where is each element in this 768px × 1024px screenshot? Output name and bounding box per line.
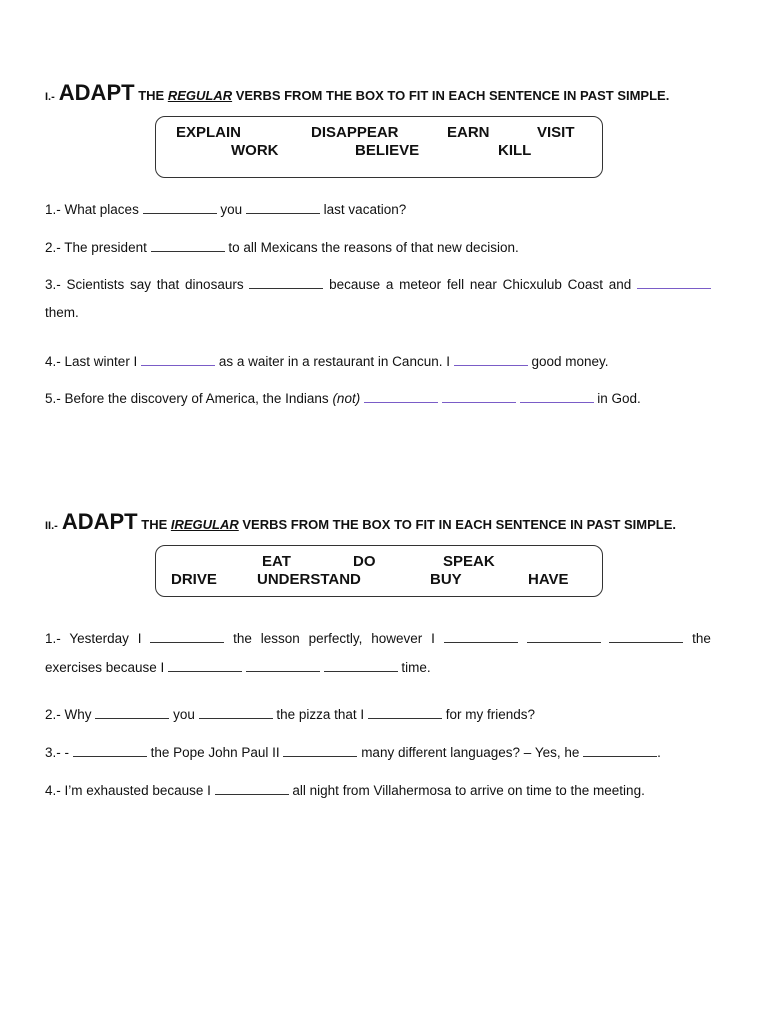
answer-blank[interactable] <box>368 706 442 719</box>
section-1-heading: I.- ADAPT THE REGULAR VERBS FROM THE BOX TO FIT IN EACH SENTENCE IN PAST SIMPLE. <box>45 80 670 105</box>
answer-blank[interactable] <box>246 201 320 214</box>
verb-item: DO <box>353 553 376 570</box>
exercise-2-2: 2.- Why you the pizza that I for my friends? <box>45 707 535 722</box>
answer-blank[interactable] <box>215 782 289 795</box>
verb-item: EARN <box>447 124 490 141</box>
answer-blank[interactable] <box>637 276 711 289</box>
verb-item: KILL <box>498 142 532 159</box>
answer-blank[interactable] <box>364 390 438 403</box>
answer-blank[interactable] <box>442 390 516 403</box>
answer-blank[interactable] <box>283 744 357 757</box>
exercise-2-4: 4.- I’m exhausted because I all night from Villahermosa to arrive on time to the meeting. <box>45 783 645 798</box>
answer-blank[interactable] <box>609 630 683 643</box>
answer-blank[interactable] <box>527 630 601 643</box>
exercise-1-3: 3.- Scientists say that dinosaurs because a meteor fell near Chicxulub Coast and <box>45 276 711 292</box>
answer-blank[interactable] <box>246 659 320 672</box>
verb-item: SPEAK <box>443 553 495 570</box>
answer-blank[interactable] <box>150 630 224 643</box>
verb-item: EAT <box>262 553 291 570</box>
verb-item: VISIT <box>537 124 575 141</box>
section-2-heading: II.- ADAPT THE IREGULAR VERBS FROM THE BOX TO FIT IN EACH SENTENCE IN PAST SIMPLE. <box>45 509 676 534</box>
answer-blank[interactable] <box>583 744 657 757</box>
answer-blank[interactable] <box>168 659 242 672</box>
answer-blank[interactable] <box>249 276 323 289</box>
answer-blank[interactable] <box>73 744 147 757</box>
answer-blank[interactable] <box>454 353 528 366</box>
verb-box-irregular <box>155 545 603 597</box>
verb-item: BUY <box>430 571 462 588</box>
verb-box-regular <box>155 116 603 178</box>
exercise-1-2: 2.- The president to all Mexicans the reasons of that new decision. <box>45 240 519 255</box>
answer-blank[interactable] <box>143 201 217 214</box>
verb-item: EXPLAIN <box>176 124 242 141</box>
exercise-2-1: 1.- Yesterday I the lesson perfectly, however I the <box>45 631 711 646</box>
answer-blank[interactable] <box>95 706 169 719</box>
verb-item: DRIVE <box>171 571 217 588</box>
answer-blank[interactable] <box>151 239 225 252</box>
answer-blank[interactable] <box>199 706 273 719</box>
exercise-1-1: 1.- What places you last vacation? <box>45 202 407 217</box>
verb-item: HAVE <box>528 571 569 588</box>
answer-blank[interactable] <box>444 630 518 643</box>
exercise-2-3: 3.- - the Pope John Paul II many different languages? – Yes, he . <box>45 745 661 760</box>
exercise-1-4: 4.- Last winter I as a waiter in a restaurant in Cancun. I good money. <box>45 354 609 369</box>
exercise-1-3-continued: them. <box>45 305 79 320</box>
verb-item: WORK <box>231 142 279 159</box>
answer-blank[interactable] <box>324 659 398 672</box>
exercise-1-5: 5.- Before the discovery of America, the Indians (not) in God. <box>45 391 641 406</box>
answer-blank[interactable] <box>520 390 594 403</box>
exercise-2-1-continued: exercises because I time. <box>45 660 431 675</box>
answer-blank[interactable] <box>141 353 215 366</box>
verb-item: BELIEVE <box>355 142 420 159</box>
verb-item: UNDERSTAND <box>257 571 361 588</box>
verb-item: DISAPPEAR <box>311 124 399 141</box>
